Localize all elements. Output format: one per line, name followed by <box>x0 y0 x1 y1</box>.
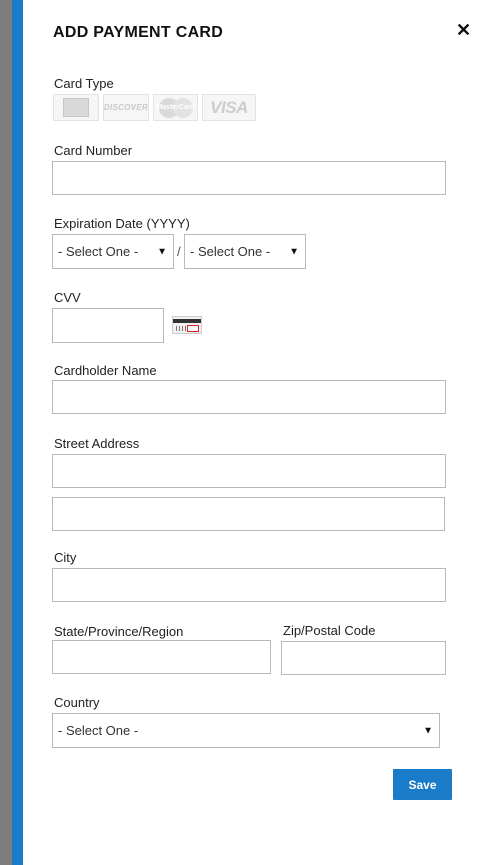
expiration-year-select[interactable] <box>184 234 306 269</box>
city-label: City <box>54 550 77 565</box>
page-backdrop <box>0 0 12 865</box>
save-button[interactable]: Save <box>393 769 452 800</box>
country-label: Country <box>54 695 100 710</box>
expiration-month-value: - Select One - <box>58 244 139 259</box>
country-value: - Select One - <box>58 723 139 738</box>
cvv-input[interactable] <box>52 308 164 343</box>
discover-text: DISCOVER <box>103 103 149 112</box>
street-address-line2-input[interactable] <box>52 497 445 531</box>
chevron-down-icon: ▼ <box>423 725 433 736</box>
cvv-label: CVV <box>54 290 81 305</box>
mastercard-card-icon[interactable] <box>153 94 198 121</box>
expiration-label: Expiration Date (YYYY) <box>54 216 190 231</box>
expiration-year-value: - Select One - <box>190 244 271 259</box>
card-number-input[interactable] <box>52 161 446 195</box>
mastercard-text: MasterCard <box>156 104 195 111</box>
cvv-card-icon <box>172 316 202 334</box>
city-input[interactable] <box>52 568 446 602</box>
dialog-accent-bar <box>12 0 23 865</box>
card-type-label: Card Type <box>54 76 114 91</box>
card-type-selector <box>53 94 256 121</box>
state-input[interactable] <box>52 640 271 674</box>
visa-text: VISA <box>210 97 248 117</box>
expiration-separator: / <box>177 244 181 259</box>
zip-input[interactable] <box>281 641 446 675</box>
amex-card-icon[interactable] <box>53 94 99 121</box>
discover-card-icon[interactable] <box>103 94 149 121</box>
cardholder-name-label: Cardholder Name <box>54 363 157 378</box>
state-label: State/Province/Region <box>54 624 184 639</box>
street-address-label: Street Address <box>54 436 140 451</box>
expiration-month-select[interactable] <box>52 234 174 269</box>
cardholder-name-input[interactable] <box>52 380 446 414</box>
card-number-label: Card Number <box>54 143 133 158</box>
street-address-line1-input[interactable] <box>52 454 446 488</box>
visa-card-icon[interactable] <box>202 94 256 121</box>
zip-label: Zip/Postal Code <box>283 623 376 638</box>
country-select[interactable] <box>52 713 440 748</box>
close-icon[interactable]: ✕ <box>456 20 472 40</box>
chevron-down-icon: ▼ <box>157 246 167 257</box>
chevron-down-icon: ▼ <box>289 246 299 257</box>
dialog-title: ADD PAYMENT CARD <box>53 24 224 41</box>
